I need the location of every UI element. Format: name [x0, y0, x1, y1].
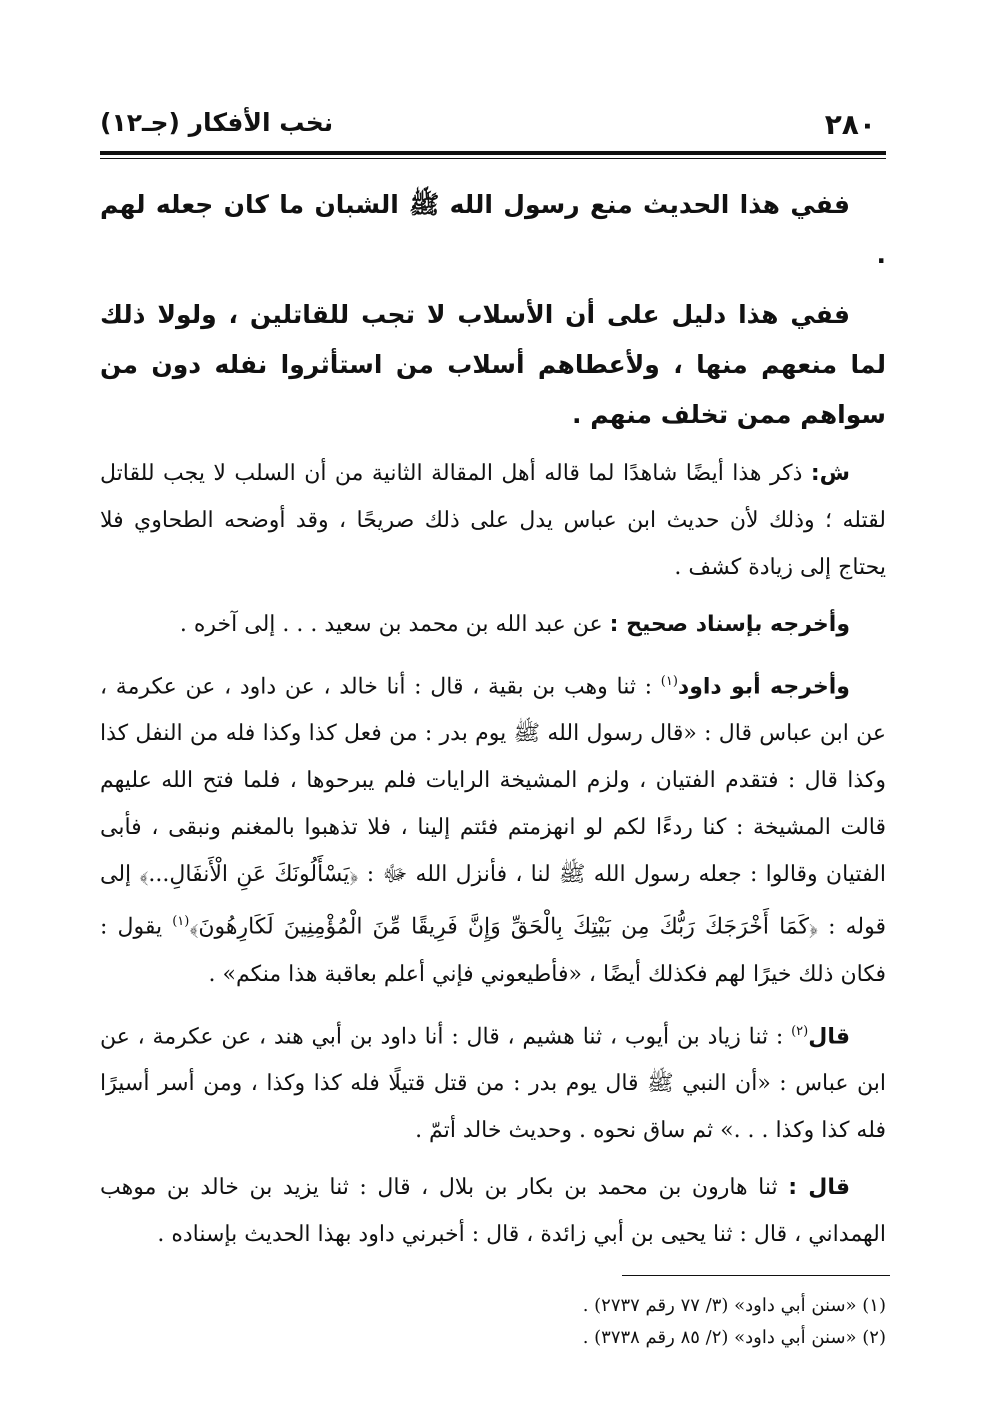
page-number: ٢٨٠ [824, 108, 876, 141]
paragraph-4 [100, 601, 886, 648]
paragraph-7-text: ثنا هارون بن محمد بن بكار بن بلال ، قال : ثنا يزيد بن خالد بن موهب الهمداني ، قال : ثنا يحيى بن أبي زائدة ، قال : أخبرني داود بهذا الحديث بإسناده . [100, 1174, 886, 1247]
footnote-ref-1: (١) [660, 674, 678, 689]
paragraph-2 [100, 290, 886, 440]
header-rule-thick [100, 151, 886, 155]
header-rule-thin [100, 158, 886, 159]
paragraph-6-text: : ثنا زياد بن أيوب ، ثنا هشيم ، قال : أنا داود بن أبي هند ، عن عكرمة ، عن ابن عباس : «أن النبي ﷺ قال يوم بدر : من قتل قتيلًا فله كذا وكذا ، ومن أسر أسيرًا فله كذا وكذا . . .» ثم ساق نحوه . وحديث خالد أتمّ . [100, 1023, 886, 1143]
footnote-separator [622, 1275, 890, 1276]
page-body [100, 180, 886, 1268]
footnote-2: (٢) «سنن أبي داود» (٢/ ٨٥ رقم ٣٧٣٨) . [582, 1327, 886, 1348]
paragraph-1-text: ففي هذا الحديث منع رسول الله ﷺ الشبان ما كان جعله لهم . [100, 190, 886, 269]
paragraph-6 [100, 1008, 886, 1154]
paragraph-7-lead: قال : [788, 1174, 851, 1200]
footnotes [100, 1290, 886, 1354]
page-header [100, 108, 886, 148]
footnote-ref-2: (٢) [791, 1023, 809, 1039]
footnote-ref-1b: (١) [172, 914, 190, 930]
paragraph-3-lead: ش: [810, 461, 850, 486]
paragraph-5-lead: وأخرجه أبو داود [677, 674, 850, 700]
paragraph-5-text: : ثنا وهب بن بقية ، قال : أنا خالد ، عن داود ، عن عكرمة ، عن ابن عباس قال : «قال رسول الله ﷺ يوم بدر : من فعل كذا وكذا فله من النفل كذا وكذا قال : فتقدم الفتيان ، ولزم المشيخة الرايات فلم يبرحوها ، فلما فتح الله عليهم قالت المشيخة : كنا ردءًا لكم لو انهزمتم فئتم إلينا ، فلا تذهبوا بالمغنم ونبقى ، فأبى الفتيان وقالوا : جعله رسول الله ﷺ لنا ، فأنزل الله ﷻ : ﴿يَسْأَلُونَكَ عَنِ الْأَنفَالِ...﴾ إلى قوله : ﴿كَمَا أَخْرَجَكَ رَبُّكَ مِن بَيْتِكَ بِالْحَقِّ وَإِنَّ فَرِيقًا مِّنَ الْمُؤْمِنِينَ لَكَارِهُونَ﴾ [100, 674, 887, 940]
paragraph-5 [100, 658, 886, 998]
paragraph-6-lead: قال [808, 1023, 850, 1049]
paragraph-1 [100, 180, 886, 280]
paragraph-3 [100, 450, 886, 591]
paragraph-2-text: ففي هذا دليل على أن الأسلاب لا تجب للقاتلين ، ولولا ذلك لما منعهم منها ، ولأعطاهم أسلاب من استأثروا نفله دون من سواهم ممن تخلف منهم . [100, 300, 886, 429]
paragraph-3-text: ذكر هذا أيضًا شاهدًا لما قاله أهل المقالة الثانية من أن السلب لا يجب للقاتل لقتله ؛ وذلك لأن حديث ابن عباس يدل على ذلك صريحًا ، وقد أوضحه الطحاوي فلا يحتاج إلى زيادة كشف . [100, 461, 886, 580]
paragraph-4-lead: وأخرجه بإسناد صحيح : [609, 612, 850, 637]
footnote-1: (١) «سنن أبي داود» (٣/ ٧٧ رقم ٢٧٣٧) . [582, 1295, 886, 1316]
book-title: نخب الأفكار (جـ١٢) [100, 108, 334, 137]
paragraph-7 [100, 1164, 886, 1258]
paragraph-5-text-cont: يقول : فكان ذلك خيرًا لهم فكذلك أيضًا ، «فأطيعوني فإني أعلم بعاقبة هذا منكم» . [100, 914, 886, 987]
paragraph-4-text: عن عبد الله بن محمد بن سعيد . . . إلى آخره . [179, 612, 610, 637]
